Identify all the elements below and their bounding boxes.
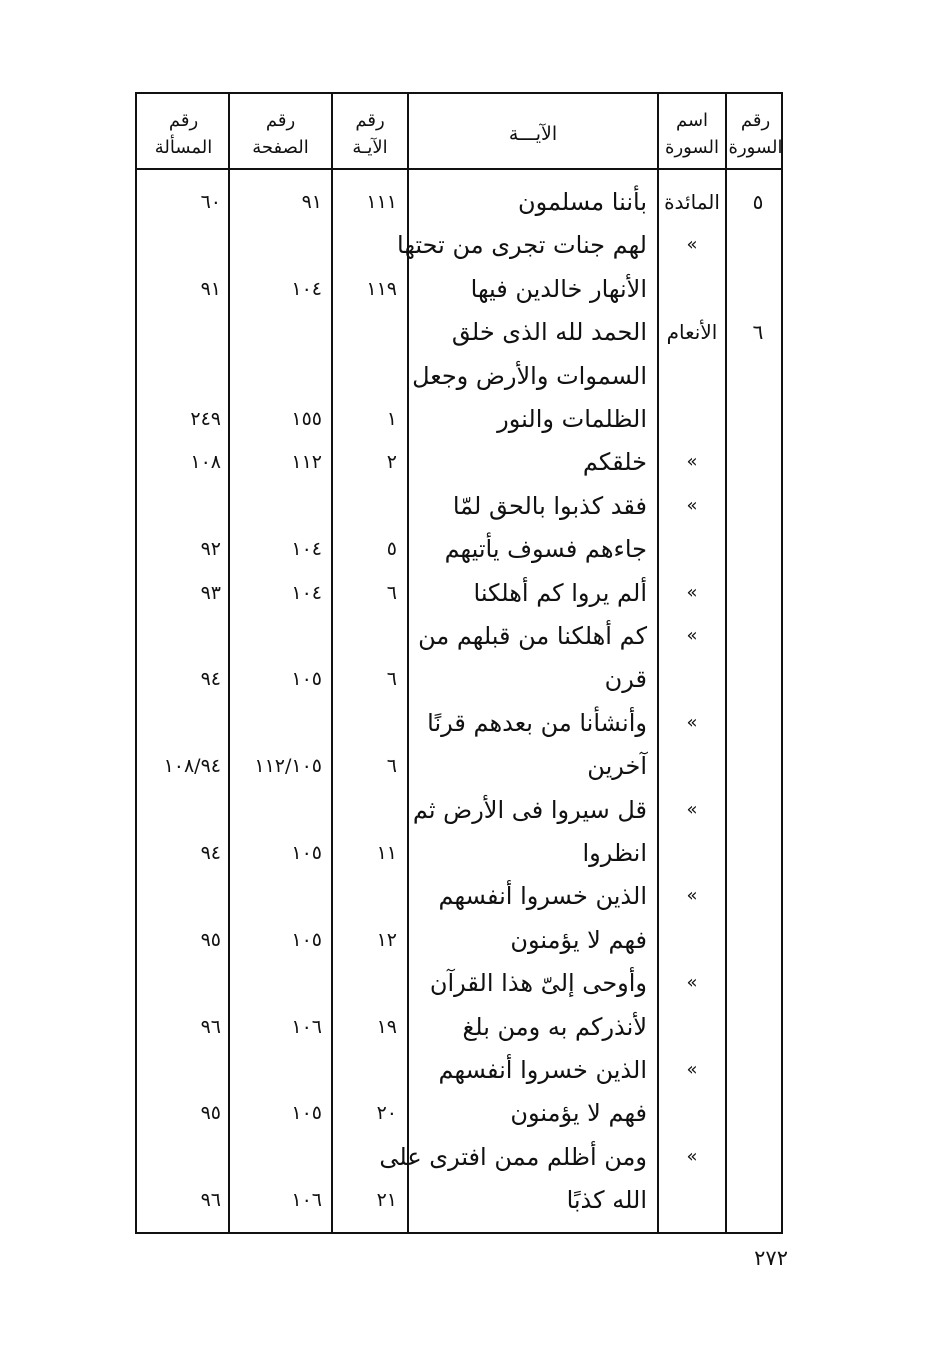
page-number-cell: ١٠٦ bbox=[291, 1015, 322, 1038]
issue-number-cell: ٩٤ bbox=[200, 842, 221, 864]
verse-text-line: ألم يروا كم أهلكنا bbox=[473, 578, 647, 607]
ditto-mark: » bbox=[686, 885, 698, 907]
index-table bbox=[135, 92, 783, 1234]
issue-number-cell: ٩٥ bbox=[200, 928, 221, 951]
issue-number-cell: ٩١ bbox=[200, 277, 221, 300]
verse-number-cell: ١٢ bbox=[376, 928, 397, 951]
page-number-cell: ١١٢ bbox=[291, 451, 322, 474]
verse-text-line: آخرين bbox=[587, 752, 647, 781]
surah-number-cell bbox=[733, 484, 783, 528]
surah-number-cell bbox=[733, 1048, 783, 1092]
header-line: اسم bbox=[675, 110, 709, 131]
verse-text-line: السموات والأرض وجعل bbox=[412, 361, 647, 390]
verse-text-line: ومن أظلم ممن افترى على bbox=[379, 1142, 647, 1171]
verse-text-line: وأوحى إلىّ هذا القرآن bbox=[429, 969, 647, 998]
page-number: ٢٧٢ bbox=[754, 1246, 788, 1270]
page-number-cell: ١٠٥ bbox=[291, 668, 322, 691]
surah-number-cell bbox=[733, 961, 783, 1005]
surah-number-cell bbox=[733, 571, 783, 615]
issue-number-cell: ٦٠ bbox=[200, 191, 221, 213]
surah-name-cell: المائدة bbox=[664, 190, 720, 214]
verse-number-cell: ٢٠ bbox=[376, 1102, 397, 1125]
verse-number-cell: ٢١ bbox=[376, 1189, 397, 1212]
surah-number-cell bbox=[733, 223, 783, 267]
page-number-cell: ١٠٤ bbox=[291, 581, 322, 604]
header-line: رقم bbox=[355, 110, 385, 131]
verse-number-cell: ٥ bbox=[386, 538, 397, 561]
header-page-number bbox=[230, 104, 331, 164]
issue-number-cell: ٩٥ bbox=[200, 1102, 221, 1125]
page-number-cell: ١١٢/١٠٥ bbox=[254, 755, 322, 778]
issue-number-cell: ٩٤ bbox=[200, 668, 221, 691]
column-divider bbox=[725, 94, 727, 1232]
verse-text-line: قرن bbox=[604, 665, 647, 694]
surah-number-cell bbox=[733, 1135, 783, 1179]
surah-number-cell bbox=[733, 614, 783, 658]
surah-number-cell bbox=[733, 874, 783, 918]
issue-number-cell: ٩٣ bbox=[200, 581, 221, 604]
verse-text-line: الحمد لله الذى خلق bbox=[451, 318, 647, 347]
header-line: الآيـة bbox=[352, 137, 388, 158]
ditto-mark: » bbox=[686, 972, 698, 994]
page-number-cell: ١٠٥ bbox=[291, 928, 322, 951]
verse-number-cell: ٢ bbox=[386, 451, 397, 474]
header-line: رقم bbox=[265, 110, 296, 131]
surah-name-cell: الأنعام bbox=[666, 320, 718, 345]
verse-number-cell: ١٩ bbox=[376, 1015, 397, 1038]
ditto-mark: » bbox=[686, 711, 698, 733]
ditto-mark: » bbox=[686, 1059, 698, 1080]
issue-number-cell: ٩٢ bbox=[200, 538, 221, 561]
surah-number-cell: ٥ bbox=[752, 190, 764, 214]
surah-number-cell bbox=[733, 701, 783, 745]
header-line: رقم bbox=[168, 110, 199, 131]
issue-number-cell: ٩٦ bbox=[200, 1189, 221, 1212]
surah-number-cell bbox=[733, 788, 783, 832]
verse-text-line: قل سيروا فى الأرض ثم bbox=[412, 795, 647, 824]
ditto-mark: » bbox=[686, 1145, 698, 1167]
surah-number-cell bbox=[733, 440, 783, 484]
header-surah-name bbox=[659, 104, 725, 164]
header-line: السورة bbox=[665, 137, 719, 158]
page-number-cell: ١٥٥ bbox=[291, 408, 322, 430]
verse-text-line: انظروا bbox=[582, 839, 647, 867]
verse-number-cell: ١١١ bbox=[366, 191, 397, 213]
ditto-mark: » bbox=[686, 625, 698, 646]
verse-text-line: الظلمات والنور bbox=[497, 405, 647, 433]
verse-text-line: فهم لا يؤمنون bbox=[510, 1099, 647, 1128]
verse-number-cell: ١١ bbox=[376, 842, 397, 864]
verse-text-line: جاءهم فسوف يأتيهم bbox=[444, 535, 647, 564]
page-number-cell: ١٠٥ bbox=[291, 842, 322, 864]
ditto-mark: » bbox=[686, 581, 698, 603]
page-number-cell: ١٠٦ bbox=[291, 1189, 322, 1212]
issue-number-cell: ١٠٨/٩٤ bbox=[163, 755, 221, 778]
verse-text-line: فقد كذبوا بالحق لمّا bbox=[452, 491, 647, 520]
verse-text-line: الله كذبًا bbox=[566, 1186, 647, 1215]
header-verse-number bbox=[333, 104, 407, 164]
header-line: المسألة bbox=[154, 137, 213, 158]
surah-number-cell: ٦ bbox=[752, 320, 764, 345]
verse-text-line: كم أهلكنا من قبلهم من bbox=[418, 622, 647, 650]
verse-text-line: وأنشأنا من بعدهم قرنًا bbox=[427, 708, 647, 737]
verse-text-line: بأننا مسلمون bbox=[518, 188, 647, 216]
ditto-mark: » bbox=[686, 234, 698, 256]
verse-text-line: خلقكم bbox=[582, 448, 647, 477]
header-verse bbox=[409, 104, 657, 164]
page-number-cell: ١٠٥ bbox=[291, 1102, 322, 1125]
verse-number-cell: ٦ bbox=[386, 581, 397, 604]
verse-text-line: لهم جنات تجرى من تحتها bbox=[397, 231, 647, 260]
verse-number-cell: ١ bbox=[386, 408, 397, 430]
page-number-cell: ١٠٤ bbox=[291, 538, 322, 561]
header-line: رقم bbox=[740, 110, 771, 131]
issue-number-cell: ١٠٨ bbox=[190, 451, 221, 474]
verse-text-line: الذين خسروا أنفسهم bbox=[438, 1056, 647, 1084]
header-issue-number bbox=[139, 104, 228, 164]
verse-text-line: الأنهار خالدين فيها bbox=[470, 274, 647, 303]
page-number-cell: ١٠٤ bbox=[291, 277, 322, 300]
issue-number-cell: ٢٤٩ bbox=[190, 408, 221, 430]
ditto-mark: » bbox=[686, 494, 698, 516]
ditto-mark: » bbox=[686, 451, 698, 473]
header-divider bbox=[137, 168, 781, 170]
verse-text-line: فهم لا يؤمنون bbox=[510, 925, 647, 954]
issue-number-cell: ٩٦ bbox=[200, 1015, 221, 1038]
header-surah-number bbox=[728, 104, 783, 164]
page-number-cell: ٩١ bbox=[301, 191, 322, 213]
header-line: السورة bbox=[728, 137, 783, 158]
ditto-mark: » bbox=[686, 798, 698, 820]
header-line: الصفحة bbox=[252, 137, 309, 158]
verse-number-cell: ١١٩ bbox=[366, 277, 397, 300]
verse-number-cell: ٦ bbox=[386, 755, 397, 778]
verse-text-line: لأنذركم به ومن بلغ bbox=[462, 1012, 647, 1041]
verse-number-cell: ٦ bbox=[386, 668, 397, 691]
header-line: الآيـــة bbox=[508, 122, 558, 145]
verse-text-line: الذين خسروا أنفسهم bbox=[438, 882, 647, 911]
